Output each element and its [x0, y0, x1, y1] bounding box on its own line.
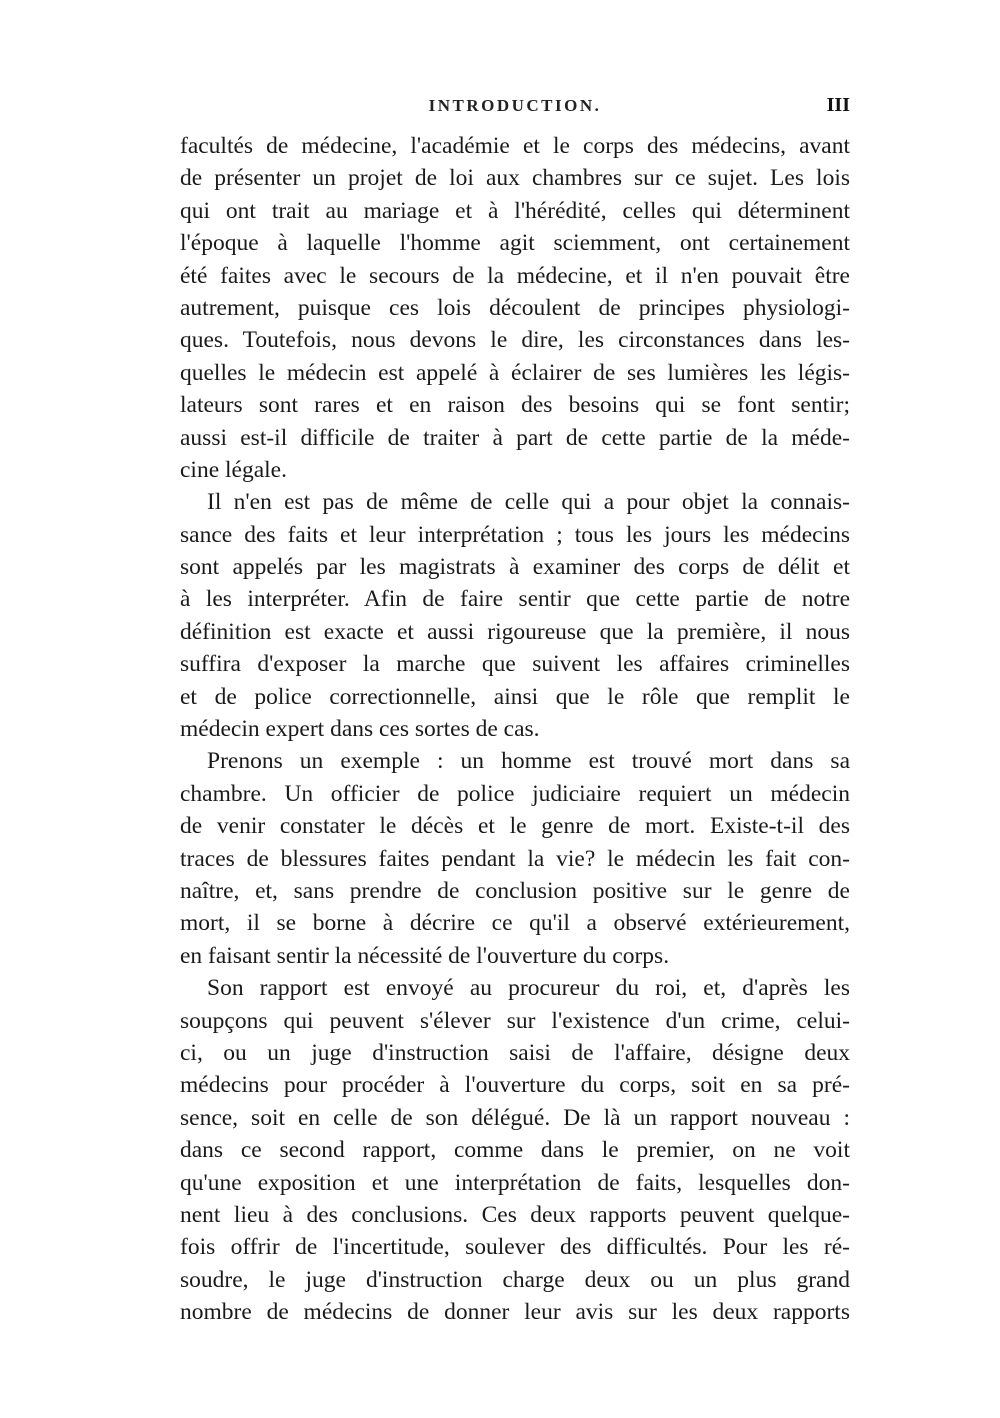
- text-line: facultés de médecine, l'académie et le corps des médecins, avant: [180, 133, 850, 159]
- text-line: naître, et, sans prendre de conclusion positive sur le genre de: [180, 877, 850, 904]
- text-line: nombre de médecins de donner leur avis sur les deux rapports: [180, 1299, 850, 1326]
- text-line: Il n'en est pas de même de celle qui a pour objet la connais-: [207, 489, 850, 516]
- page-number: III: [826, 94, 850, 116]
- text-line: cine légale.: [180, 456, 287, 483]
- paragraph-4: [180, 972, 850, 1328]
- text-line: sence, soit en celle de son délégué. De là un rapport nouveau :: [180, 1104, 850, 1131]
- text-line: Prenons un exemple : un homme est trouvé mort dans sa: [207, 748, 850, 775]
- text-line: sance des faits et leur interprétation ; tous les jours les médecins: [180, 521, 850, 548]
- paragraph-2: [180, 486, 850, 745]
- text-line: qui ont trait au mariage et à l'hérédité, celles qui déterminent: [180, 197, 850, 224]
- text-line: médecins pour procéder à l'ouverture du corps, soit en sa pré-: [180, 1072, 850, 1099]
- text-line: ci, ou un juge d'instruction saisi de l'affaire, désigne deux: [180, 1039, 850, 1066]
- text-line: suffira d'exposer la marche que suivent les affaires criminelles: [180, 651, 850, 678]
- text-line: de venir constater le décès et le genre de mort. Existe-t-il des: [180, 813, 850, 840]
- paragraph-1: [180, 130, 850, 486]
- running-title: INTRODUCTION.: [428, 96, 602, 115]
- text-line: aussi est-il difficile de traiter à part de cette partie de la méde-: [180, 424, 850, 451]
- text-line: sont appelés par les magistrats à examiner des corps de délit et: [180, 554, 850, 581]
- text-line: de présenter un projet de loi aux chambres sur ce sujet. Les lois: [180, 165, 850, 192]
- text-line: soudre, le juge d'instruction charge deux ou un plus grand: [180, 1266, 850, 1293]
- text-line: fois offrir de l'incertitude, soulever des difficultés. Pour les ré-: [180, 1234, 850, 1261]
- text-line: chambre. Un officier de police judiciaire requiert un médecin: [180, 780, 850, 807]
- text-line: l'époque à laquelle l'homme agit sciemment, ont certainement: [180, 230, 850, 257]
- text-line: soupçons qui peuvent s'élever sur l'existence d'un crime, celui-: [180, 1007, 850, 1034]
- body-text: [180, 130, 850, 1328]
- text-line: nent lieu à des conclusions. Ces deux rapports peuvent quelque-: [180, 1201, 850, 1228]
- text-line: lateurs sont rares et en raison des besoins qui se font sentir;: [180, 392, 850, 419]
- text-line: dans ce second rapport, comme dans le premier, on ne voit: [180, 1137, 850, 1164]
- text-line: ques. Toutefois, nous devons le dire, les circonstances dans les-: [180, 327, 850, 354]
- text-line: mort, il se borne à décrire ce qu'il a observé extérieurement,: [180, 910, 850, 937]
- text-line: été faites avec le secours de la médecine, et il n'en pouvait être: [180, 262, 850, 289]
- text-line: traces de blessures faites pendant la vie? le médecin les fait con-: [180, 845, 850, 872]
- text-line: qu'une exposition et une interprétation de faits, lesquelles don-: [180, 1169, 850, 1196]
- text-line: à les interpréter. Afin de faire sentir que cette partie de notre: [180, 586, 850, 613]
- text-line: médecin expert dans ces sortes de cas.: [180, 716, 540, 743]
- text-line: et de police correctionnelle, ainsi que le rôle que remplit le: [180, 683, 850, 710]
- text-line: Son rapport est envoyé au procureur du roi, et, d'après les: [207, 975, 850, 1002]
- text-line: définition est exacte et aussi rigoureuse que la première, il nous: [180, 618, 850, 645]
- paragraph-3: [180, 745, 850, 972]
- text-line: autrement, puisque ces lois découlent de principes physiologi-: [180, 294, 850, 321]
- running-header: [180, 96, 850, 120]
- text-line: en faisant sentir la nécessité de l'ouverture du corps.: [180, 942, 670, 969]
- text-line: quelles le médecin est appelé à éclairer de ses lumières les légis-: [180, 359, 850, 386]
